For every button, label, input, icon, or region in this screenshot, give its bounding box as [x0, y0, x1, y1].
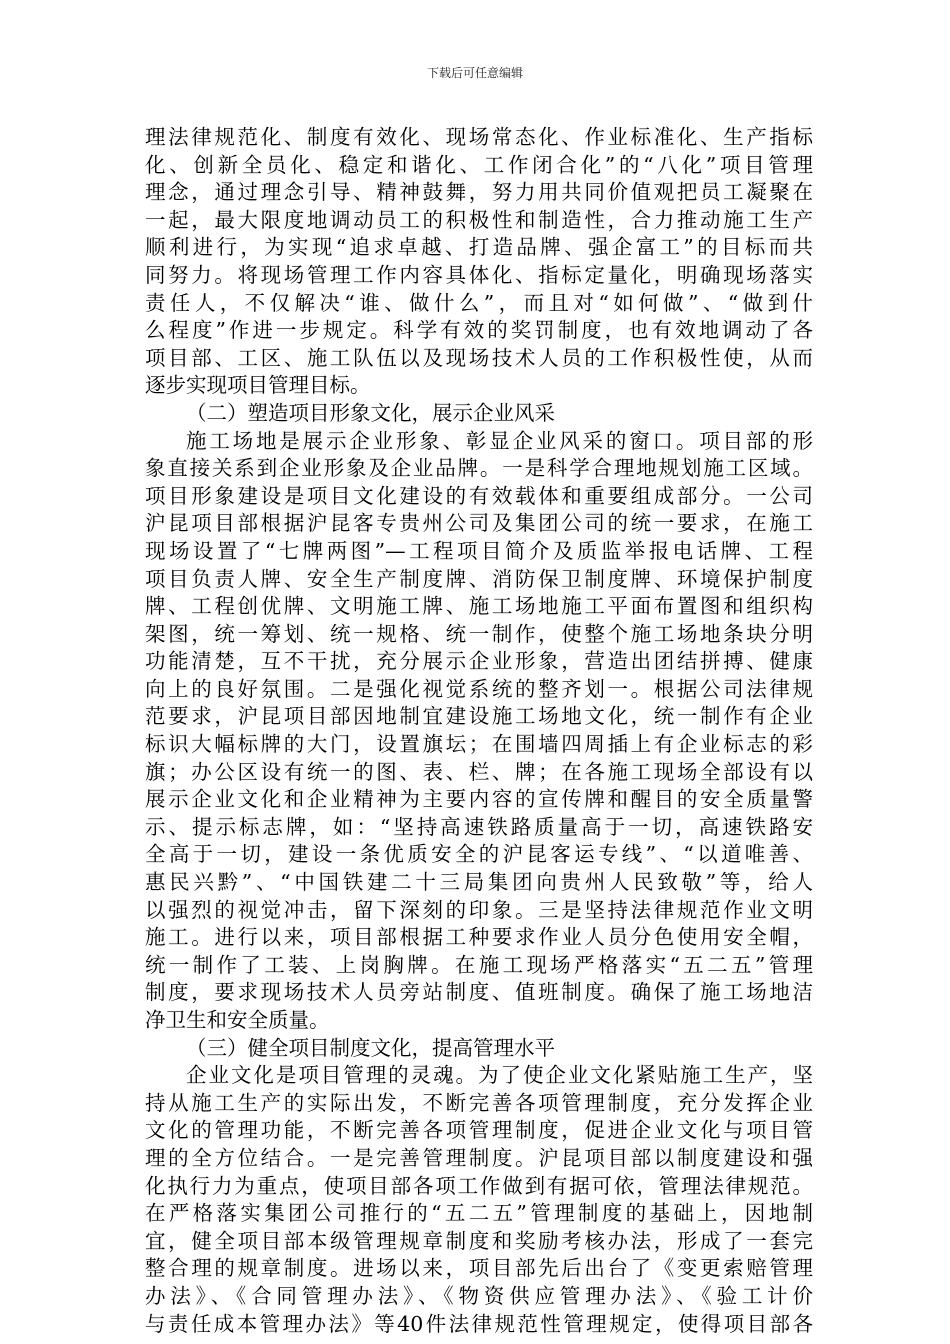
text-line: 净卫生和安全质量。: [145, 1008, 330, 1032]
text-line: 一起，最大限度地调动员工的积极性和制造性，合力推动施工生产: [145, 207, 813, 232]
text-line: 理法律规范化、制度有效化、现场常态化、作业标准化、生产指标: [145, 125, 813, 149]
text-line: 现场设置了“七牌两图”—工程项目简介及质监举报电话牌、工程: [145, 538, 813, 563]
text-line: 逐步实现项目管理目标。: [145, 373, 371, 398]
text-line: 么程度”作进一步规定。科学有效的奖罚制度，也有效地调动了各: [145, 318, 813, 343]
text-line: 项目形象建设是项目文化建设的有效载体和重要组成部分。一公司: [145, 483, 813, 508]
text-line: 责任人，不仅解决“谁、做什么”，而且对“如何做”、“做到什: [145, 290, 813, 315]
text-line: 施工。进行以来，项目部根据工种要求作业人员分色使用安全帽，: [145, 925, 813, 950]
section-heading: [145, 400, 813, 428]
text-line: 象直接关系到企业形象及企业品牌。一是科学合理地规划施工区域。: [145, 456, 813, 481]
document-body: [145, 124, 813, 1338]
text-line: 施工场地是展示企业形象、彰显企业风采的窗口。项目部的形: [186, 428, 813, 453]
page-header-note: 下载后可任意编辑: [426, 66, 523, 80]
text-line: 同努力。将现场管理工作内容具体化、指标定量化，明确现场落实: [145, 262, 813, 287]
heading-text: （三）健全项目制度文化，提高管理水平: [186, 1035, 555, 1060]
text-line: 持从施工生产的实际出发，不断完善各项管理制度，充分发挥企业: [145, 1090, 813, 1115]
text-line: 示、提示标志牌，如：“坚持高速铁路质量高于一切，高速铁路安: [145, 814, 813, 839]
heading-text: （二）塑造项目形象文化，展示企业风采: [186, 400, 555, 425]
text-line: 化、创新全员化、稳定和谐化、工作闭合化”的“八化”项目管理: [145, 152, 813, 177]
text-line: 理念，通过理念引导、精神鼓舞，努力用共同价值观把员工凝聚在: [145, 180, 813, 205]
text-line: 项目部、工区、施工队伍以及现场技术人员的工作积极性使，从而: [145, 345, 813, 370]
paragraph: [145, 1062, 813, 1338]
text-line: 在严格落实集团公司推行的“五二五”管理制度的基础上，因地制: [145, 1201, 813, 1226]
text-line: 化执行力为重点，使项目部各项工作做到有据可依，管理法律规范。: [145, 1173, 813, 1198]
text-line: 企业文化是项目管理的灵魂。为了使企业文化紧贴施工生产，坚: [186, 1063, 813, 1088]
text-line: 架图，统一筹划、统一规格、统一制作，使整个施工场地条块分明: [145, 621, 813, 646]
text-line: 理的全方位结合。一是完善管理制度。沪昆项目部以制度建设和强: [145, 1145, 813, 1170]
text-line: 顺利进行，为实现“追求卓越、打造品牌、强企富工”的目标而共: [145, 235, 813, 260]
section-heading: [145, 1035, 813, 1063]
text-line: 文化的管理功能，不断完善各项管理制度，促进企业文化与项目管: [145, 1118, 813, 1143]
paragraph: [145, 124, 813, 400]
text-line: 旗；办公区设有统一的图、表、栏、牌；在各施工现场全部设有以: [145, 759, 813, 784]
text-line: 功能清楚，互不干扰，充分展示企业形象，营造出团结拼搏、健康: [145, 649, 813, 674]
text-line: 以强烈的视觉冲击，留下深刻的印象。三是坚持法律规范作业文明: [145, 897, 813, 922]
text-line: 沪昆项目部根据沪昆客专贵州公司及集团公司的统一要求，在施工: [145, 511, 813, 536]
text-line: 惠民兴黔”、“中国铁建二十三局集团向贵州人民致敬”等，给人: [145, 870, 813, 895]
text-line: 标识大幅标牌的大门，设置旗坛；在围墙四周插上有企业标志的彩: [145, 732, 813, 757]
paragraph: [145, 428, 813, 1035]
text-line: 办法》、《合同管理办法》、《物资供应管理办法》、《验工计价: [145, 1283, 813, 1308]
text-line: 项目负责人牌、安全生产制度牌、消防保卫制度牌、环境保护制度: [145, 566, 813, 591]
text-line: 全高于一切，建设一条优质安全的沪昆客运专线”、“以道唯善、: [145, 842, 813, 867]
text-line: 制度，要求现场技术人员旁站制度、值班制度。确保了施工场地洁: [145, 980, 813, 1005]
text-line: 展示企业文化和企业精神为主要内容的宣传牌和醒目的安全质量警: [145, 787, 813, 812]
text-line: 与责任成本管理办法》等40件法律规范性管理规定，使得项目部各: [145, 1311, 813, 1336]
text-line: 范要求，沪昆项目部因地制宜建设施工场地文化，统一制作有企业: [145, 704, 813, 729]
text-line: 宜，健全项目部本级管理规章制度和奖励考核办法，形成了一套完: [145, 1228, 813, 1253]
text-line: 整合理的规章制度。进场以来，项目部先后出台了《变更索赔管理: [145, 1256, 813, 1281]
text-line: 向上的良好氛围。二是强化视觉系统的整齐划一。根据公司法律规: [145, 676, 813, 701]
text-line: 统一制作了工装、上岗胸牌。在施工现场严格落实“五二五”管理: [145, 952, 813, 977]
text-line: 牌、工程创优牌、文明施工牌、施工场地施工平面布置图和组织构: [145, 594, 813, 619]
